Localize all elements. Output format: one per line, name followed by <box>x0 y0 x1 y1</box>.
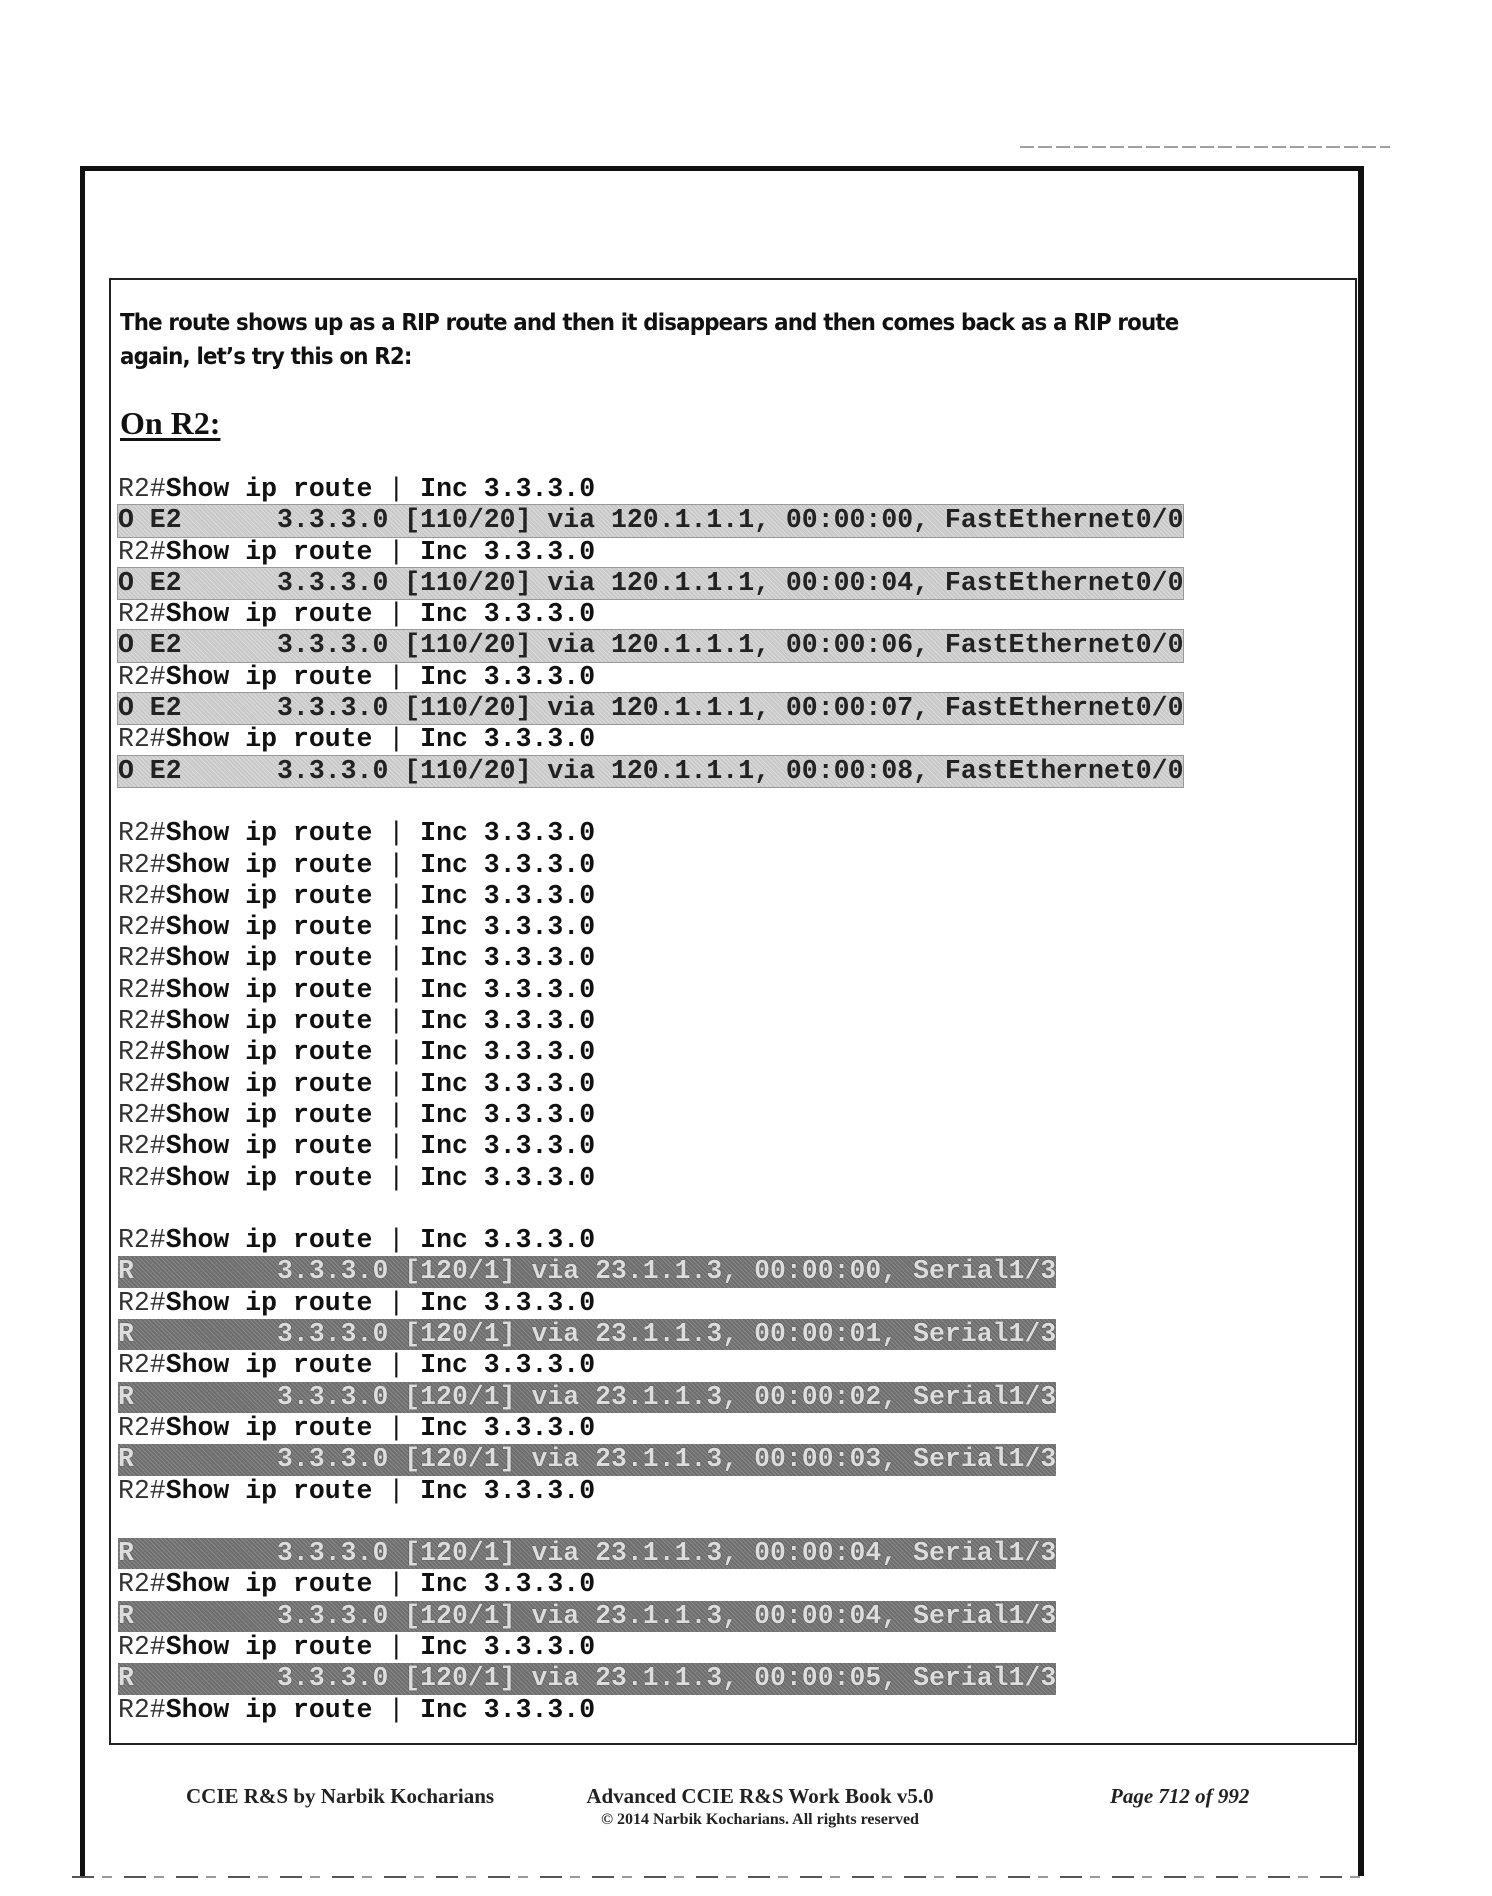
highlighted-route-text: R 3.3.3.0 [120/1] via 23.1.1.3, 00:00:05, Serial1/3 <box>118 1663 1057 1694</box>
cli-prompt: R2# <box>118 536 166 567</box>
cli-command-line <box>118 1288 1183 1319</box>
cli-command: Show ip route <box>165 1694 373 1725</box>
cli-pipe: | <box>372 1068 421 1099</box>
rip-route-output <box>118 1538 1183 1569</box>
footer-book <box>560 1784 960 1829</box>
ospf-route-output <box>118 630 1183 661</box>
cli-command: Show ip route <box>165 1631 373 1662</box>
cli-filter-keyword: Inc <box>420 1068 468 1099</box>
cli-filter-arg: 3.3.3.0 <box>467 1068 596 1099</box>
cli-filter-keyword: Inc <box>420 1287 468 1318</box>
rip-route-output <box>118 1382 1183 1413</box>
cli-command: Show ip route <box>165 536 373 567</box>
cli-prompt: R2# <box>118 1099 166 1130</box>
highlighted-route-text: R 3.3.3.0 [120/1] via 23.1.1.3, 00:00:01, Serial1/3 <box>118 1319 1057 1350</box>
cli-filter-arg: 3.3.3.0 <box>467 912 596 943</box>
cli-pipe: | <box>372 974 421 1005</box>
highlighted-route-text: R 3.3.3.0 [120/1] via 23.1.1.3, 00:00:04, Serial1/3 <box>118 1600 1057 1631</box>
cli-pipe: | <box>372 1475 421 1506</box>
cli-filter-keyword: Inc <box>420 818 468 849</box>
cli-command-line <box>118 975 1183 1006</box>
cli-filter-keyword: Inc <box>420 943 468 974</box>
scan-artifact-top <box>1020 146 1390 148</box>
footer-author: CCIE R&S by Narbik Kocharians <box>186 1784 495 1808</box>
blank-line <box>118 1507 1183 1538</box>
cli-prompt: R2# <box>118 1068 166 1099</box>
cli-command-line <box>118 1413 1183 1444</box>
cli-filter-keyword: Inc <box>420 880 468 911</box>
cli-filter-keyword: Inc <box>420 1412 468 1443</box>
cli-filter-arg: 3.3.3.0 <box>467 1569 596 1600</box>
cli-command-line <box>118 474 1183 505</box>
cli-filter-keyword: Inc <box>420 599 468 630</box>
cli-command: Show ip route <box>165 474 373 504</box>
cli-prompt: R2# <box>118 1569 166 1600</box>
cli-filter-arg: 3.3.3.0 <box>467 1006 596 1037</box>
cli-pipe: | <box>372 943 421 974</box>
cli-command: Show ip route <box>165 1475 373 1506</box>
cli-prompt: R2# <box>118 1162 166 1193</box>
cli-filter-arg: 3.3.3.0 <box>467 661 596 692</box>
cli-prompt: R2# <box>118 880 166 911</box>
highlighted-route-text: O E2 3.3.3.0 [110/20] via 120.1.1.1, 00:00:07, FastEthernet0/0 <box>118 693 1184 724</box>
section-heading: On R2: <box>120 405 221 441</box>
cli-pipe: | <box>372 1006 421 1037</box>
cli-command: Show ip route <box>165 1569 373 1600</box>
cli-pipe: | <box>372 912 421 943</box>
intro-paragraph: The route shows up as a RIP route and then it disappears and then comes back as a RIP route again, let’s try this on R2: <box>120 310 1179 370</box>
cli-command: Show ip route <box>165 1287 373 1318</box>
cli-command-line <box>118 881 1183 912</box>
cli-command: Show ip route <box>165 1350 373 1381</box>
cli-command-line <box>118 1163 1183 1194</box>
rip-route-output <box>118 1663 1183 1694</box>
cli-command: Show ip route <box>165 912 373 943</box>
cli-filter-arg: 3.3.3.0 <box>467 1131 596 1162</box>
cli-command-line <box>118 1569 1183 1600</box>
cli-filter-keyword: Inc <box>420 1099 468 1130</box>
cli-filter-keyword: Inc <box>420 1037 468 1068</box>
highlighted-route-text: O E2 3.3.3.0 [110/20] via 120.1.1.1, 00:00:00, FastEthernet0/0 <box>118 505 1184 536</box>
cli-pipe: | <box>372 880 421 911</box>
cli-command: Show ip route <box>165 974 373 1005</box>
cli-pipe: | <box>372 1131 421 1162</box>
cli-filter-keyword: Inc <box>420 661 468 692</box>
cli-command: Show ip route <box>165 661 373 692</box>
cli-command-line <box>118 943 1183 974</box>
cli-prompt: R2# <box>118 943 166 974</box>
cli-filter-arg: 3.3.3.0 <box>467 1694 596 1725</box>
ospf-route-output <box>118 693 1183 724</box>
cli-filter-keyword: Inc <box>420 1631 468 1662</box>
rip-route-output <box>118 1319 1183 1350</box>
highlighted-route-text: R 3.3.3.0 [120/1] via 23.1.1.3, 00:00:02, Serial1/3 <box>118 1381 1057 1412</box>
cli-command-line <box>118 599 1183 630</box>
cli-command-line <box>118 818 1183 849</box>
cli-pipe: | <box>372 661 421 692</box>
ospf-route-output <box>118 505 1183 536</box>
cli-command-line <box>118 1069 1183 1100</box>
highlighted-route-text: R 3.3.3.0 [120/1] via 23.1.1.3, 00:00:04, Serial1/3 <box>118 1538 1057 1569</box>
cli-filter-keyword: Inc <box>420 1225 468 1256</box>
cli-filter-arg: 3.3.3.0 <box>467 1162 596 1193</box>
cli-filter-keyword: Inc <box>420 1475 468 1506</box>
footer-page-number: Page 712 of 992 <box>1110 1784 1250 1808</box>
cli-filter-arg: 3.3.3.0 <box>467 1037 596 1068</box>
cli-pipe: | <box>372 724 421 755</box>
cli-command-line <box>118 724 1183 755</box>
cli-prompt: R2# <box>118 1131 166 1162</box>
cli-command-line <box>118 1006 1183 1037</box>
cli-filter-keyword: Inc <box>420 912 468 943</box>
cli-filter-arg: 3.3.3.0 <box>467 880 596 911</box>
footer-copyright: © 2014 Narbik Kocharians. All rights reserved <box>601 1811 919 1828</box>
scan-artifact-bottom <box>72 1876 1368 1878</box>
cli-pipe: | <box>372 818 421 849</box>
ospf-route-output <box>118 756 1183 787</box>
cli-prompt: R2# <box>118 1006 166 1037</box>
cli-filter-arg: 3.3.3.0 <box>467 1412 596 1443</box>
cli-filter-arg: 3.3.3.0 <box>467 599 596 630</box>
ospf-route-output <box>118 568 1183 599</box>
cli-filter-arg: 3.3.3.0 <box>467 1099 596 1130</box>
cli-command: Show ip route <box>165 1131 373 1162</box>
cli-output-block <box>118 474 1183 1726</box>
cli-pipe: | <box>372 849 421 880</box>
cli-pipe: | <box>372 536 421 567</box>
cli-prompt: R2# <box>118 724 166 755</box>
cli-pipe: | <box>372 1287 421 1318</box>
cli-command: Show ip route <box>165 849 373 880</box>
cli-pipe: | <box>372 1225 421 1256</box>
cli-prompt: R2# <box>118 1694 166 1725</box>
rip-route-output <box>118 1444 1183 1475</box>
cli-command: Show ip route <box>165 1412 373 1443</box>
cli-command-line <box>118 1476 1183 1507</box>
cli-prompt: R2# <box>118 974 166 1005</box>
rip-route-output <box>118 1256 1183 1287</box>
cli-filter-keyword: Inc <box>420 1569 468 1600</box>
cli-filter-arg: 3.3.3.0 <box>467 474 596 504</box>
cli-filter-arg: 3.3.3.0 <box>467 943 596 974</box>
cli-filter-arg: 3.3.3.0 <box>467 1475 596 1506</box>
cli-command-line <box>118 1632 1183 1663</box>
cli-pipe: | <box>372 1037 421 1068</box>
cli-command: Show ip route <box>165 1006 373 1037</box>
cli-pipe: | <box>372 599 421 630</box>
highlighted-route-text: O E2 3.3.3.0 [110/20] via 120.1.1.1, 00:00:08, FastEthernet0/0 <box>118 755 1184 786</box>
highlighted-route-text: R 3.3.3.0 [120/1] via 23.1.1.3, 00:00:00, Serial1/3 <box>118 1256 1057 1287</box>
cli-prompt: R2# <box>118 1225 166 1256</box>
cli-command-line <box>118 1350 1183 1381</box>
cli-filter-keyword: Inc <box>420 1694 468 1725</box>
cli-filter-keyword: Inc <box>420 474 468 504</box>
cli-filter-arg: 3.3.3.0 <box>467 724 596 755</box>
cli-command: Show ip route <box>165 1162 373 1193</box>
cli-filter-keyword: Inc <box>420 1131 468 1162</box>
cli-pipe: | <box>372 1412 421 1443</box>
cli-pipe: | <box>372 1694 421 1725</box>
cli-filter-arg: 3.3.3.0 <box>467 1350 596 1381</box>
highlighted-route-text: O E2 3.3.3.0 [110/20] via 120.1.1.1, 00:00:04, FastEthernet0/0 <box>118 567 1184 598</box>
cli-prompt: R2# <box>118 818 166 849</box>
cli-command-line <box>118 912 1183 943</box>
cli-prompt: R2# <box>118 849 166 880</box>
cli-command-line <box>118 850 1183 881</box>
cli-command-line <box>118 1695 1183 1726</box>
cli-command: Show ip route <box>165 724 373 755</box>
cli-pipe: | <box>372 1162 421 1193</box>
cli-filter-keyword: Inc <box>420 1350 468 1381</box>
cli-filter-keyword: Inc <box>420 1162 468 1193</box>
cli-prompt: R2# <box>118 1037 166 1068</box>
cli-command-line <box>118 1131 1183 1162</box>
highlighted-route-text: R 3.3.3.0 [120/1] via 23.1.1.3, 00:00:03, Serial1/3 <box>118 1444 1057 1475</box>
cli-filter-arg: 3.3.3.0 <box>467 849 596 880</box>
blank-line <box>118 1194 1183 1225</box>
cli-prompt: R2# <box>118 1475 166 1506</box>
cli-command: Show ip route <box>165 1099 373 1130</box>
cli-prompt: R2# <box>118 912 166 943</box>
cli-filter-keyword: Inc <box>420 724 468 755</box>
cli-pipe: | <box>372 1099 421 1130</box>
footer-book-title: Advanced CCIE R&S Work Book v5.0 <box>586 1784 934 1808</box>
cli-filter-arg: 3.3.3.0 <box>467 1631 596 1662</box>
cli-command-line <box>118 537 1183 568</box>
rip-route-output <box>118 1601 1183 1632</box>
highlighted-route-text: O E2 3.3.3.0 [110/20] via 120.1.1.1, 00:00:06, FastEthernet0/0 <box>118 630 1184 661</box>
cli-prompt: R2# <box>118 1631 166 1662</box>
cli-command: Show ip route <box>165 943 373 974</box>
cli-filter-keyword: Inc <box>420 849 468 880</box>
cli-prompt: R2# <box>118 1287 166 1318</box>
cli-pipe: | <box>372 474 421 504</box>
cli-filter-arg: 3.3.3.0 <box>467 974 596 1005</box>
cli-command: Show ip route <box>165 1037 373 1068</box>
cli-filter-arg: 3.3.3.0 <box>467 1287 596 1318</box>
cli-command-line <box>118 1100 1183 1131</box>
cli-filter-arg: 3.3.3.0 <box>467 1225 596 1256</box>
cli-pipe: | <box>372 1350 421 1381</box>
cli-filter-arg: 3.3.3.0 <box>467 536 596 567</box>
cli-pipe: | <box>372 1631 421 1662</box>
cli-filter-keyword: Inc <box>420 536 468 567</box>
cli-command-line <box>118 662 1183 693</box>
cli-filter-arg: 3.3.3.0 <box>467 818 596 849</box>
cli-command-line <box>118 1037 1183 1068</box>
cli-prompt: R2# <box>118 1412 166 1443</box>
cli-command-line <box>118 1225 1183 1256</box>
cli-command: Show ip route <box>165 1225 373 1256</box>
cli-command: Show ip route <box>165 880 373 911</box>
cli-prompt: R2# <box>118 661 166 692</box>
cli-prompt: R2# <box>118 474 166 504</box>
cli-command: Show ip route <box>165 818 373 849</box>
cli-command: Show ip route <box>165 599 373 630</box>
cli-prompt: R2# <box>118 599 166 630</box>
cli-prompt: R2# <box>118 1350 166 1381</box>
blank-line <box>118 787 1183 818</box>
cli-command: Show ip route <box>165 1068 373 1099</box>
cli-filter-keyword: Inc <box>420 1006 468 1037</box>
cli-filter-keyword: Inc <box>420 974 468 1005</box>
cli-pipe: | <box>372 1569 421 1600</box>
